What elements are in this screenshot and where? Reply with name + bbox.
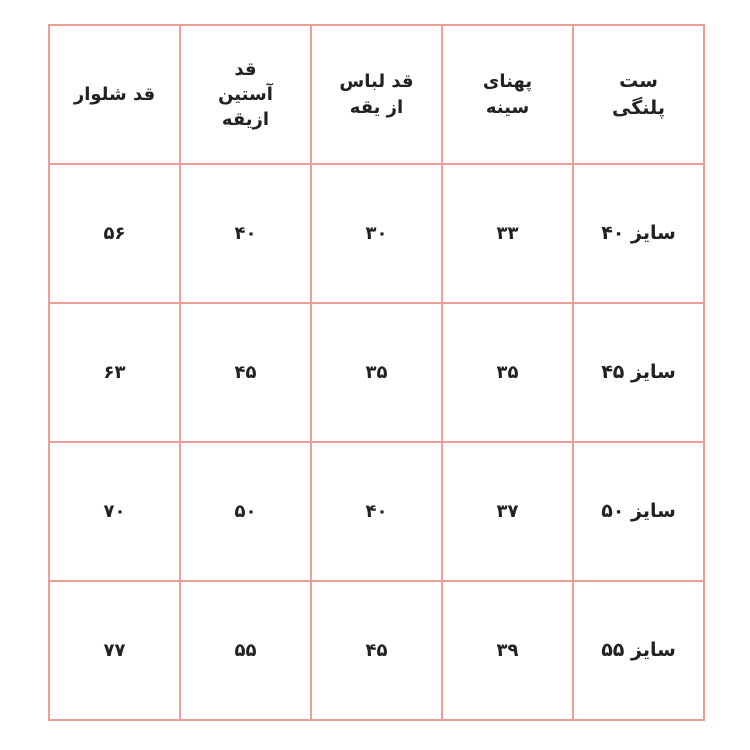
- top-length-cell: [311, 303, 442, 442]
- sleeve-length-cell: [180, 164, 311, 303]
- size-label-cell: [573, 164, 704, 303]
- pants-length-cell: [49, 164, 180, 303]
- pants-length-cell: [49, 303, 180, 442]
- top-length-value: ۴۰: [365, 500, 388, 522]
- size-label-cell: [573, 581, 704, 720]
- size-label: سایز ۵۰: [601, 500, 676, 523]
- table-row: [49, 164, 704, 303]
- table-row: [49, 442, 704, 581]
- chest-width-cell: [442, 164, 573, 303]
- header-row: [49, 25, 704, 164]
- pants-length-value: ۶۳: [103, 361, 126, 383]
- top-length-cell: [311, 581, 442, 720]
- top-length-value: ۴۵: [365, 639, 388, 661]
- header-sleeve-length: [180, 25, 311, 164]
- header-set-name: [573, 25, 704, 164]
- chest-width-value: ۳۷: [496, 500, 519, 522]
- sleeve-length-value: ۴۵: [234, 361, 257, 383]
- top-length-value: ۳۵: [365, 361, 388, 383]
- sleeve-length-cell: [180, 581, 311, 720]
- header-top-length-text: قد لباس از یقه: [339, 71, 414, 118]
- header-top-length: [311, 25, 442, 164]
- size-label-cell: [573, 442, 704, 581]
- chest-width-cell: [442, 581, 573, 720]
- size-label: سایز ۴۵: [601, 361, 676, 384]
- chest-width-value: ۳۹: [496, 639, 519, 661]
- chest-width-value: ۳۵: [496, 361, 519, 383]
- header-pants-length: [49, 25, 180, 164]
- sleeve-length-value: ۵۵: [234, 639, 257, 661]
- size-label: سایز ۵۵: [601, 639, 676, 662]
- size-chart: [48, 24, 705, 721]
- size-label: سایز ۴۰: [601, 222, 676, 245]
- header-chest-width: [442, 25, 573, 164]
- chest-width-cell: [442, 303, 573, 442]
- header-set-name-text: ست پلنگی: [612, 69, 665, 119]
- top-length-value: ۳۰: [365, 222, 388, 244]
- pants-length-value: ۵۶: [103, 222, 126, 244]
- table-row: [49, 303, 704, 442]
- chest-width-cell: [442, 442, 573, 581]
- top-length-cell: [311, 442, 442, 581]
- table-row: [49, 581, 704, 720]
- sleeve-length-cell: [180, 442, 311, 581]
- header-chest-width-text: پهنای سینه: [482, 71, 533, 118]
- pants-length-value: ۷۷: [103, 639, 126, 661]
- pants-length-cell: [49, 581, 180, 720]
- chest-width-value: ۳۳: [496, 222, 519, 244]
- sleeve-length-cell: [180, 303, 311, 442]
- size-label-cell: [573, 303, 704, 442]
- size-table: [48, 24, 705, 721]
- sleeve-length-value: ۵۰: [234, 500, 257, 522]
- header-pants-length-text: قد شلوار: [73, 83, 156, 105]
- pants-length-cell: [49, 442, 180, 581]
- sleeve-length-value: ۴۰: [234, 222, 257, 244]
- top-length-cell: [311, 164, 442, 303]
- pants-length-value: ۷۰: [103, 500, 126, 522]
- header-sleeve-length-text: قد آستین ازیقه: [218, 58, 273, 131]
